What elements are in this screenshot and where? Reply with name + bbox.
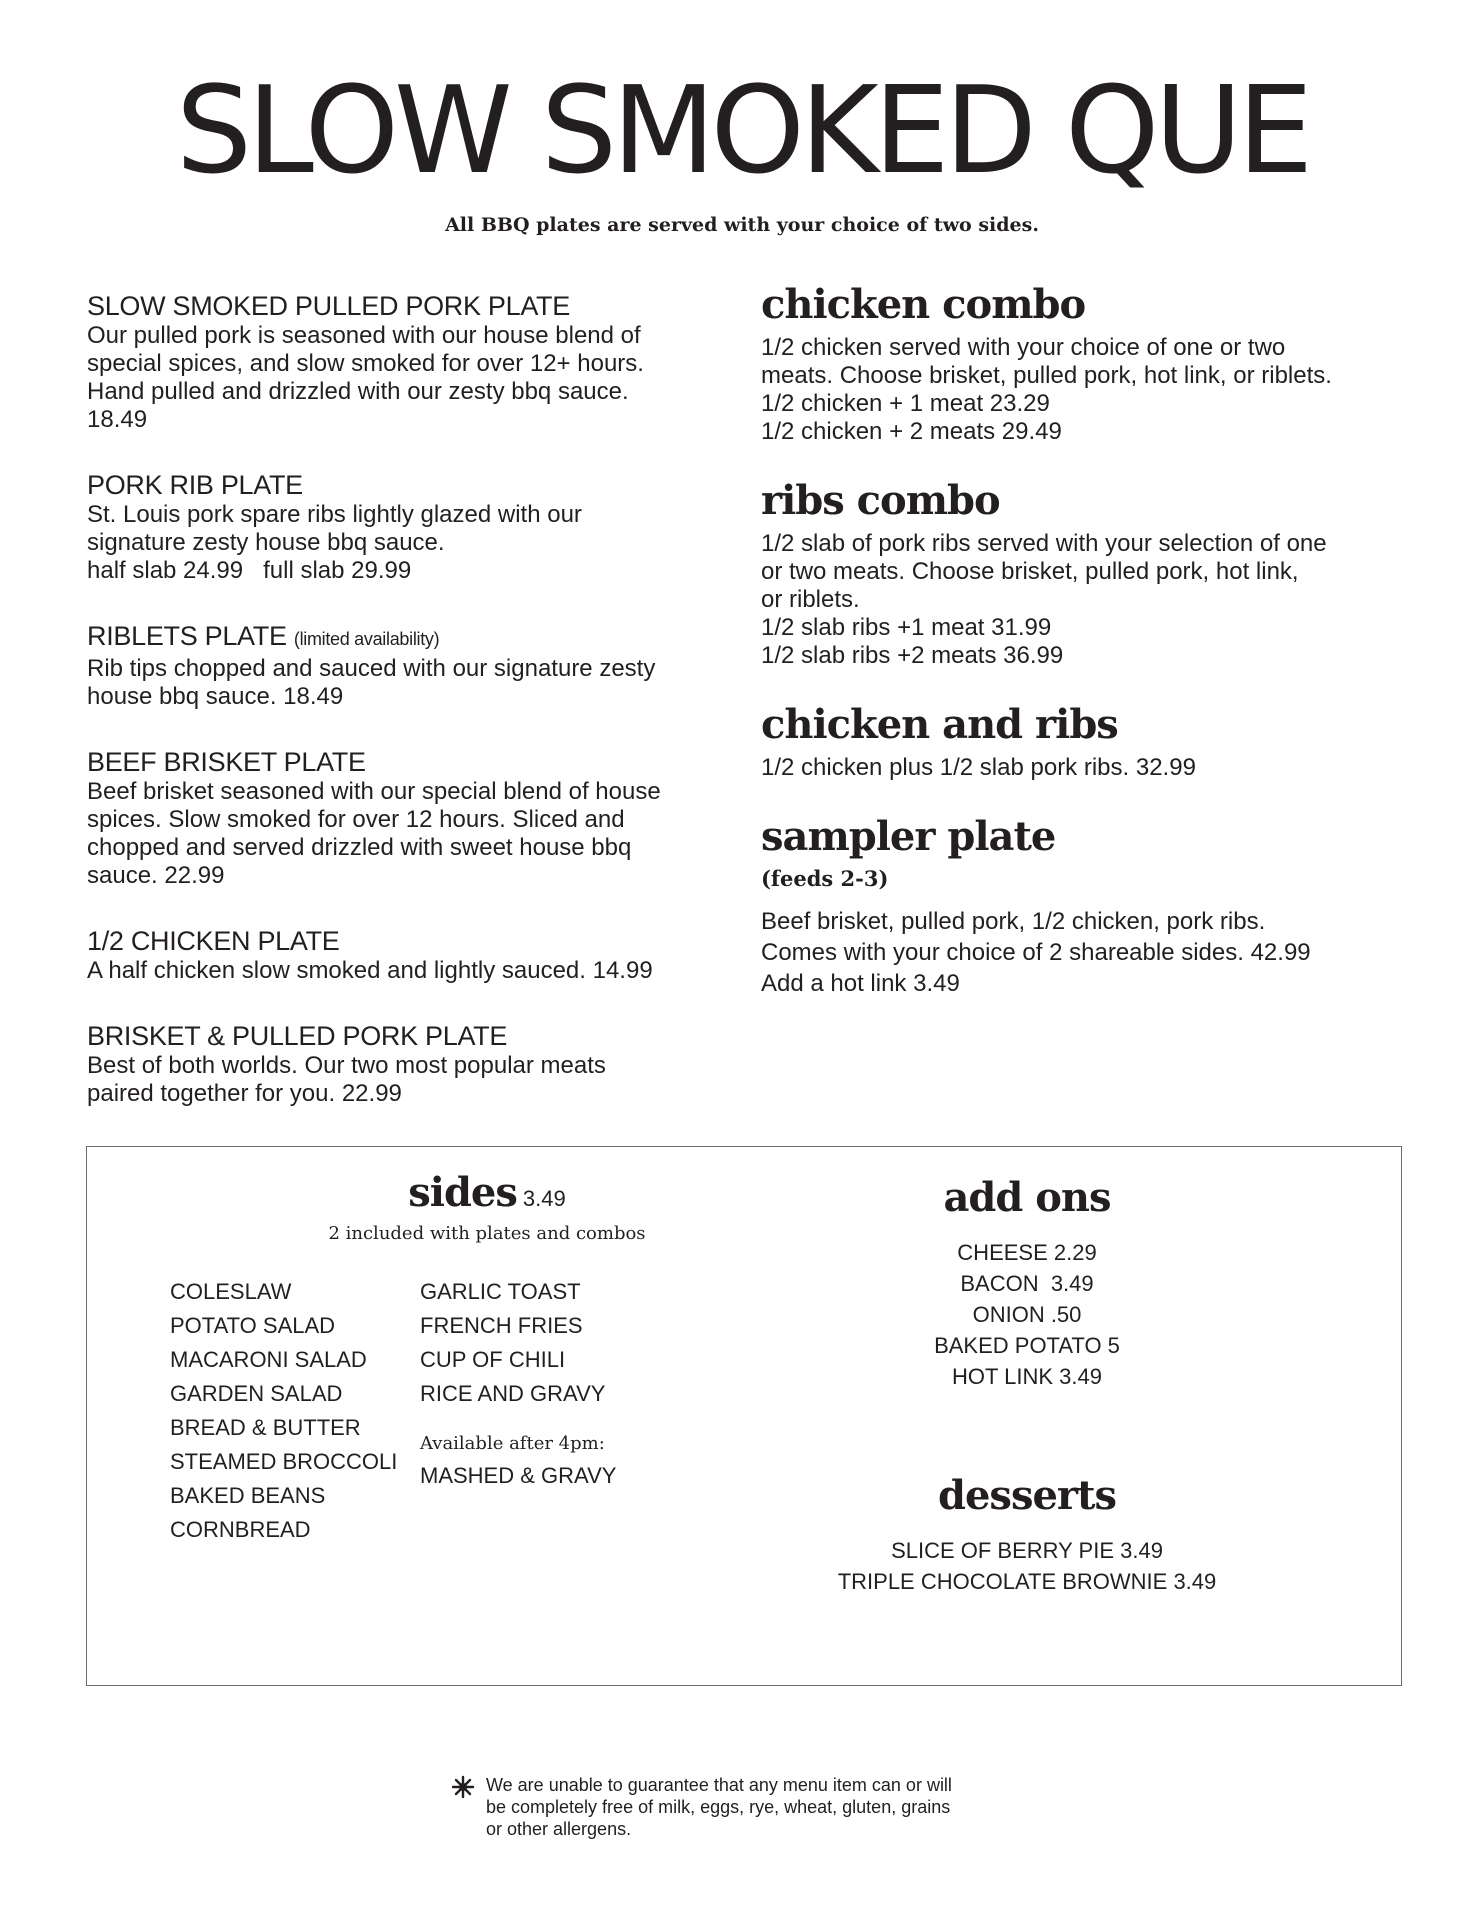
sides-price: 3.49 <box>522 1186 566 1211</box>
plates-column <box>87 290 727 1143</box>
list-item: BAKED POTATO 5 <box>934 1333 1120 1358</box>
sampler-name: sampler plate <box>761 813 1056 860</box>
item-line: Beef brisket seasoned with our special blend of house <box>87 778 661 805</box>
footnote-line: be completely free of milk, eggs, rye, wheat, gluten, grains <box>486 1797 951 1817</box>
menu-subtitle: All BBQ plates are served with your choice of two sides. <box>445 214 1039 236</box>
sides-note: 2 included with plates and combos <box>328 1223 646 1244</box>
item-line: sauce. 22.99 <box>87 862 225 889</box>
item-line: house bbq sauce. 18.49 <box>87 683 344 710</box>
sampler-line: Comes with your choice of 2 shareable sides. 42.99 <box>761 939 1311 966</box>
combo-line: 1/2 slab ribs +1 meat 31.99 <box>761 614 1052 641</box>
desserts-title: desserts <box>938 1472 1116 1519</box>
combo-line: 1/2 chicken plus 1/2 slab pork ribs. 32.99 <box>761 754 1196 781</box>
item-line: Hand pulled and drizzled with our zesty bbq sauce. <box>87 378 629 405</box>
item-price: 18.49 <box>87 406 148 433</box>
list-item: BACON 3.49 <box>960 1271 1094 1296</box>
combo-line: 1/2 chicken + 1 meat 23.29 <box>761 390 1050 417</box>
item-line: signature zesty house bbq sauce. <box>87 529 445 556</box>
item-description <box>87 1052 727 1108</box>
availability-note: Available after 4pm: <box>420 1433 605 1454</box>
combo-line: or two meats. Choose brisket, pulled pork, hot link, <box>761 558 1299 585</box>
combo-item <box>761 476 1401 670</box>
sampler-line: Add a hot link 3.49 <box>761 970 960 997</box>
combo-name: chicken combo <box>761 281 1086 328</box>
allergen-footnote <box>450 1774 1050 1840</box>
item-name: BRISKET & PULLED PORK PLATE <box>87 1021 508 1051</box>
item-description <box>87 778 727 890</box>
combo-name: chicken and ribs <box>761 701 1118 748</box>
list-item: GARLIC TOAST <box>420 1279 581 1304</box>
list-item: STEAMED BROCCOLI <box>170 1449 398 1474</box>
list-item: CHEESE 2.29 <box>957 1240 1097 1265</box>
item-line: Best of both worlds. Our two most popular meats <box>87 1052 606 1079</box>
list-item: RICE AND GRAVY <box>420 1381 606 1406</box>
item-line: chopped and served drizzled with sweet house bbq <box>87 834 632 861</box>
list-item: ONION .50 <box>972 1302 1082 1327</box>
list-item: BAKED BEANS <box>170 1483 326 1508</box>
list-item: SLICE OF BERRY PIE 3.49 <box>891 1538 1163 1563</box>
list-item: HOT LINK 3.49 <box>952 1364 1102 1389</box>
sides-list-2 <box>420 1275 616 1493</box>
desserts-list <box>747 1535 1307 1597</box>
item-name: PORK RIB PLATE <box>87 470 303 500</box>
combo-description <box>761 334 1401 446</box>
menu-item <box>87 925 727 985</box>
sides-list-1 <box>170 1275 397 1547</box>
list-item: FRENCH FRIES <box>420 1313 583 1338</box>
list-item: MACARONI SALAD <box>170 1347 367 1372</box>
footnote-line: We are unable to guarantee that any menu item can or will <box>486 1775 952 1795</box>
menu-item <box>87 290 727 434</box>
item-line: A half chicken slow smoked and lightly sauced. 14.99 <box>87 957 653 984</box>
combo-line: meats. Choose brisket, pulled pork, hot link, or riblets. <box>761 362 1332 389</box>
desserts-section <box>747 1471 1307 1597</box>
sampler-serving-note: (feeds 2-3) <box>761 866 889 891</box>
combo-line: 1/2 chicken + 2 meats 29.49 <box>761 418 1062 445</box>
list-item: TRIPLE CHOCOLATE BROWNIE 3.49 <box>837 1569 1217 1594</box>
item-line: Rib tips chopped and sauced with our signature zesty <box>87 655 656 682</box>
addons-list <box>807 1237 1247 1392</box>
addons-title: add ons <box>943 1174 1111 1221</box>
item-name: SLOW SMOKED PULLED PORK PLATE <box>87 291 570 321</box>
combo-line: 1/2 slab of pork ribs served with your selection of one <box>761 530 1327 557</box>
combo-line: 1/2 slab ribs +2 meats 36.99 <box>761 642 1064 669</box>
combo-item <box>761 700 1401 782</box>
combo-description <box>761 530 1401 670</box>
item-line: Our pulled pork is seasoned with our house blend of <box>87 322 641 349</box>
item-description <box>87 501 727 585</box>
combo-line: 1/2 chicken served with your choice of one or two <box>761 334 1286 361</box>
combos-column <box>761 280 1401 1029</box>
item-description <box>87 322 727 434</box>
sampler-description <box>761 906 1401 999</box>
list-item: MASHED & GRAVY <box>420 1463 617 1488</box>
list-item: GARDEN SALAD <box>170 1381 343 1406</box>
list-item: BREAD & BUTTER <box>170 1415 361 1440</box>
menu-item <box>87 1020 727 1108</box>
item-line: St. Louis pork spare ribs lightly glazed with our <box>87 501 582 528</box>
combo-description <box>761 754 1401 782</box>
item-line: paired together for you. 22.99 <box>87 1080 402 1107</box>
combo-line: or riblets. <box>761 586 860 613</box>
combo-item <box>761 280 1401 446</box>
item-name: RIBLETS PLATE <box>87 621 287 651</box>
item-name: BEEF BRISKET PLATE <box>87 747 366 777</box>
menu-item <box>87 746 727 890</box>
sampler-item <box>761 812 1401 999</box>
combo-name: ribs combo <box>761 477 1000 524</box>
list-item: POTATO SALAD <box>170 1313 336 1338</box>
item-name: 1/2 CHICKEN PLATE <box>87 926 340 956</box>
sides-addons-box <box>86 1146 1402 1686</box>
item-note: (limited availability) <box>293 629 440 649</box>
menu-title: SLOW SMOKED QUE <box>175 62 1309 201</box>
footnote-line: or other allergens. <box>486 1819 632 1839</box>
sampler-line: Beef brisket, pulled pork, 1/2 chicken, pork ribs. <box>761 908 1266 935</box>
addons-section <box>807 1173 1247 1392</box>
menu-item <box>87 620 727 711</box>
list-item: CUP OF CHILI <box>420 1347 566 1372</box>
item-description <box>87 957 727 985</box>
asterisk-star-icon <box>450 1774 476 1800</box>
sides-title: sides <box>408 1169 517 1216</box>
item-line: spices. Slow smoked for over 12 hours. Sliced and <box>87 806 625 833</box>
item-line: special spices, and slow smoked for over 12+ hours. <box>87 350 644 377</box>
item-description <box>87 655 727 711</box>
menu-item <box>87 469 727 585</box>
list-item: CORNBREAD <box>170 1517 311 1542</box>
list-item: COLESLAW <box>170 1279 292 1304</box>
sides-heading <box>87 1169 887 1216</box>
item-price: half slab 24.99 full slab 29.99 <box>87 557 412 584</box>
